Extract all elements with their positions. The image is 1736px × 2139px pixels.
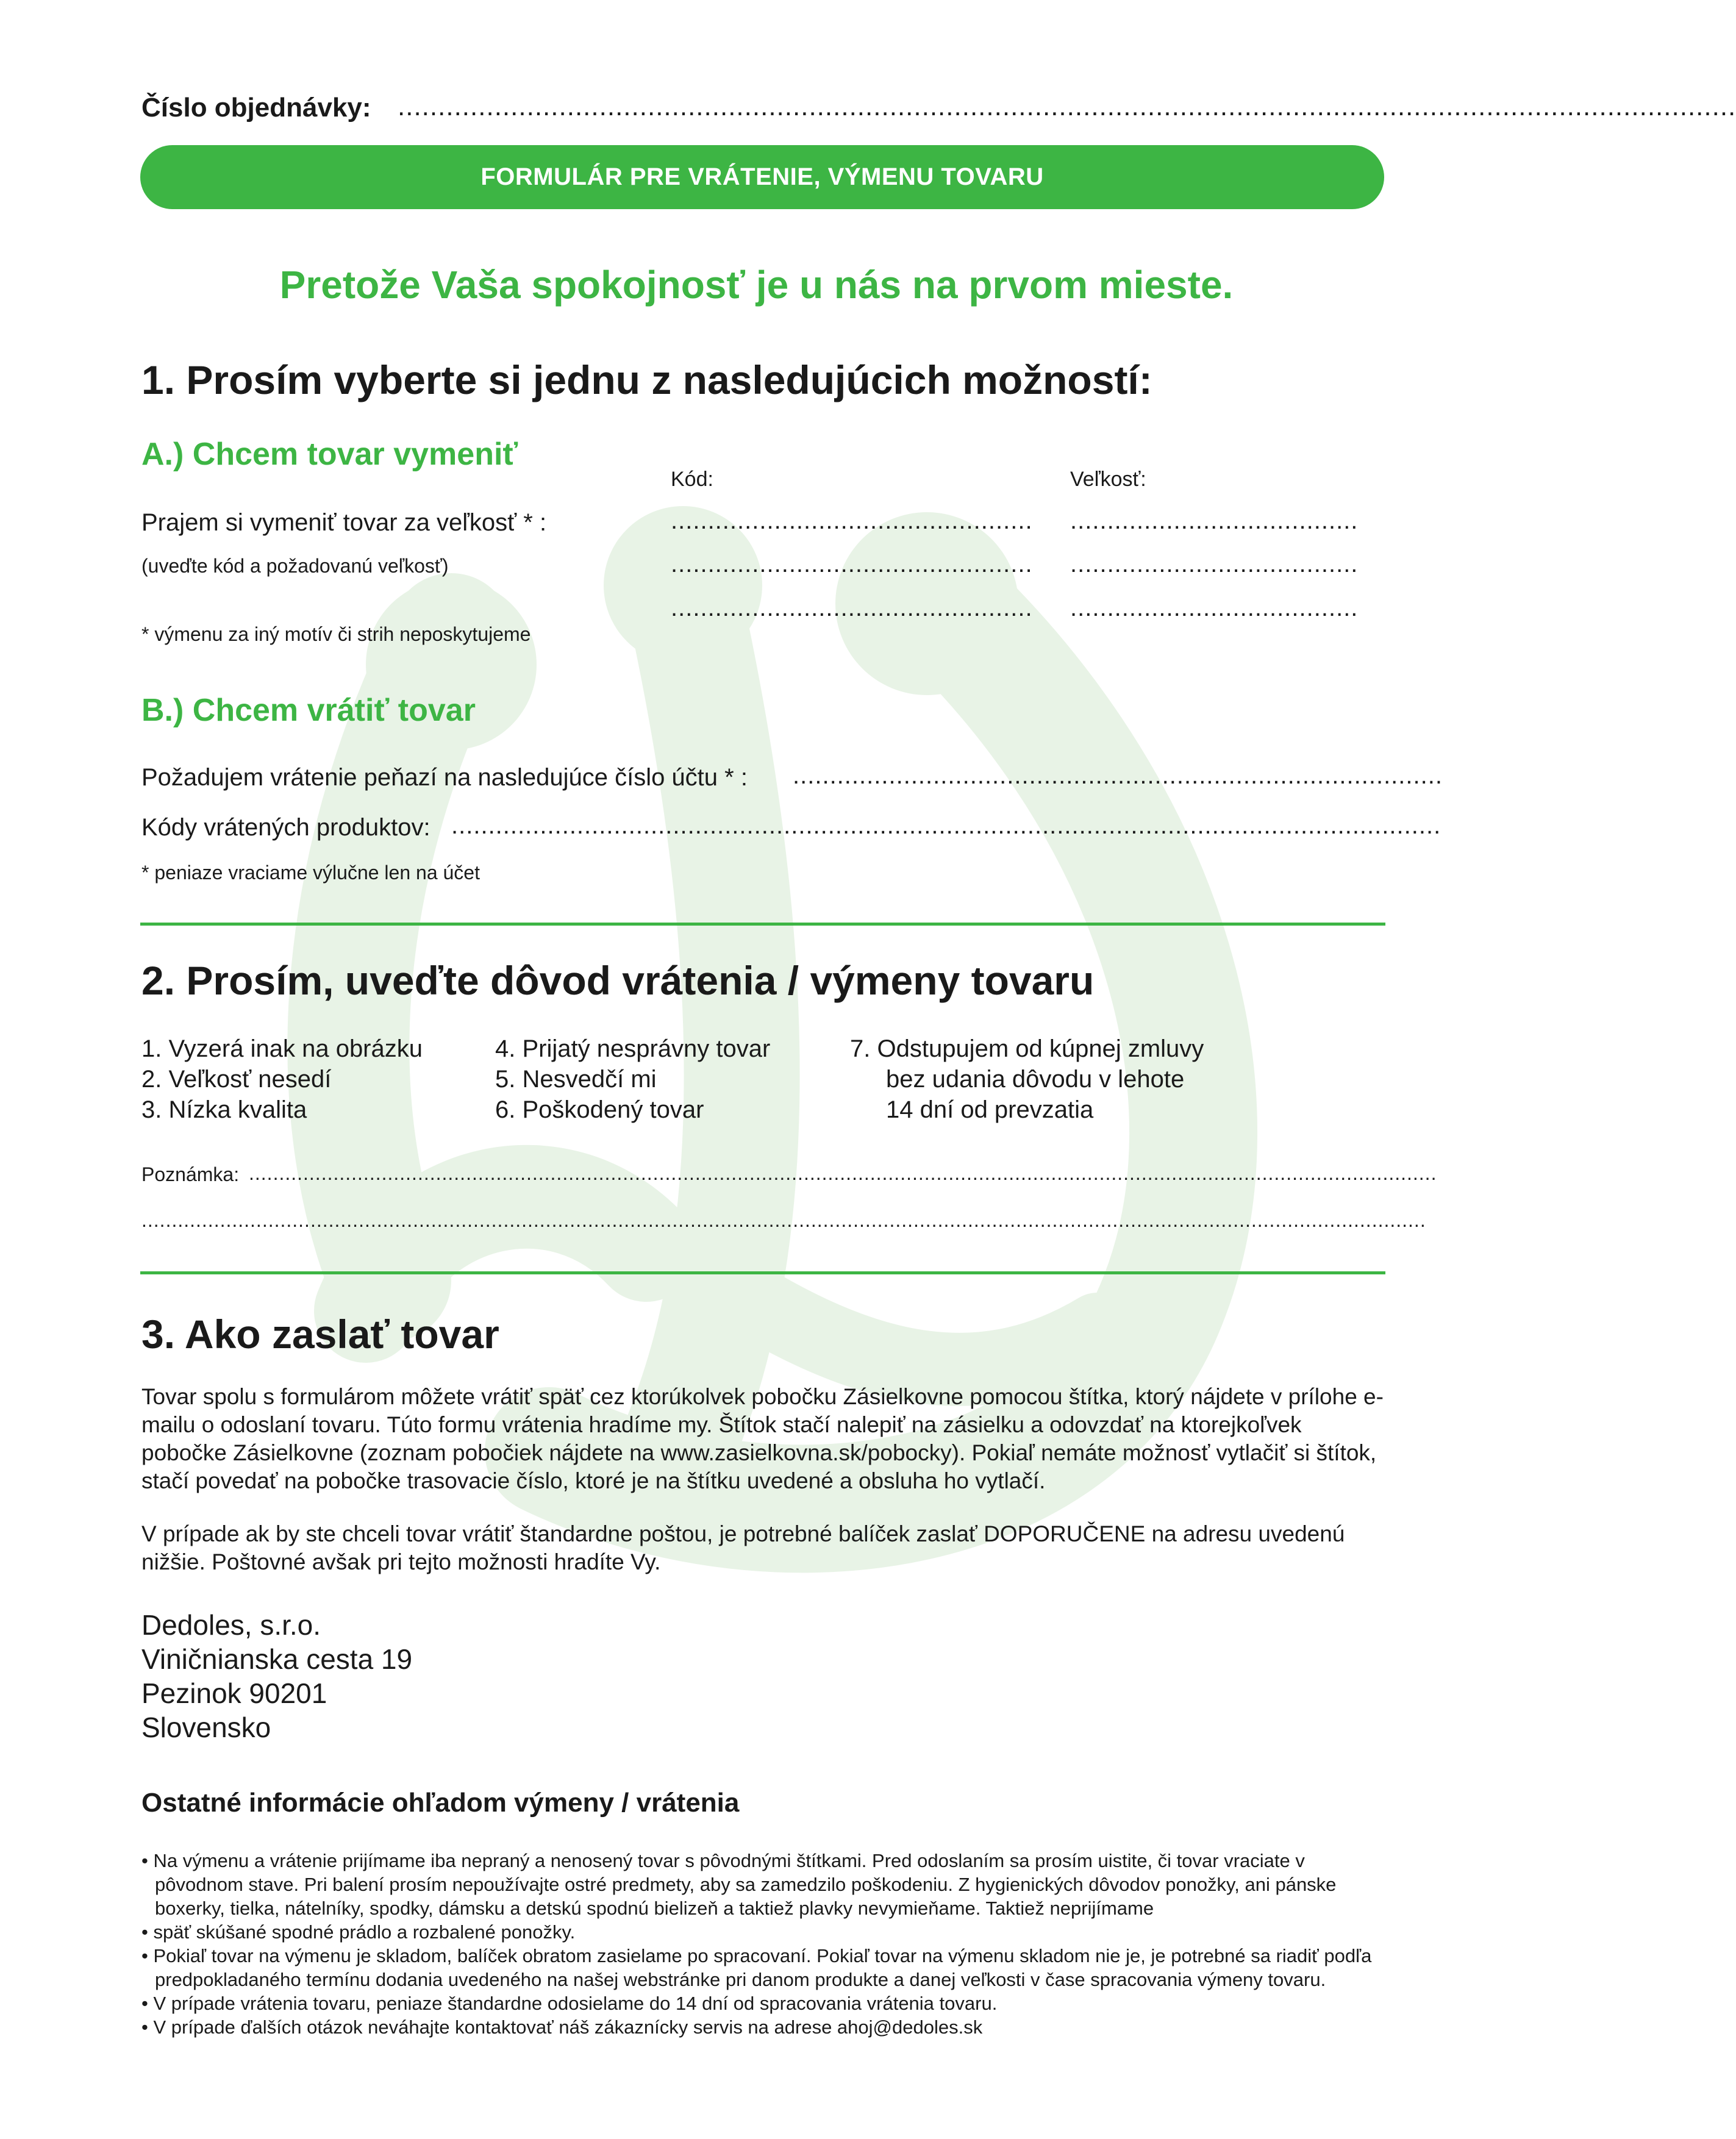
refund-account-field[interactable]: ........................................................................................ [793, 762, 1443, 789]
size-column-label: Veľkosť: [1070, 468, 1146, 491]
reason-1[interactable]: 1. Vyzerá inak na obrázku [141, 1035, 423, 1062]
list-item: • V prípade ďalších otázok neváhajte kontaktovať náš zákaznícky servis na adrese ahoj@dedoles.sk [141, 2016, 983, 2038]
size-field[interactable]: ....................................... [1070, 507, 1359, 534]
list-item: • Na výmenu a vrátenie prijímame iba nepraný a nenosený tovar s pôvodnými štítkami. Pred odoslaním sa prosím uistite, či tovar vraciate v pôvodnom stave. Pri balení prosím nepoužívajte ostré predmety, aby sa zamedzilo poškodeniu. Z hygienických dôvodov ponožky, ani pánske boxerky, tielka, nátelníky, spodky, dámsku a detskú spodnú bielizeň a taktiež plavky nevymieňame. Taktiež neprijímame [141, 1850, 1337, 1919]
order-number-label: Číslo objednávky: [141, 93, 371, 123]
code-field[interactable]: ................................................. [671, 595, 1033, 621]
reason-7[interactable]: 7. Odstupujem od kúpnej zmluvy [850, 1035, 1204, 1062]
section3-title: 3. Ako zaslať tovar [141, 1312, 499, 1357]
reason-6[interactable]: 6. Poškodený tovar [495, 1096, 704, 1123]
address-country: Slovensko [141, 1712, 271, 1743]
list-item: • V prípade vrátenia tovaru, peniaze štandardne odosielame do 14 dní od spracovania vrátenia tovaru. [141, 1993, 998, 2014]
exchange-note: * výmenu za iný motív či strih neposkytujeme [141, 623, 531, 645]
order-number-field[interactable]: ...................................................................................................................................................................... [398, 91, 1736, 121]
reason-7-line2: bez udania dôvodu v lehote [886, 1066, 1185, 1093]
slogan: Pretože Vaša spokojnosť je u nás na prvom mieste. [279, 263, 1234, 307]
code-field[interactable]: ................................................. [671, 551, 1033, 577]
option-a-title: A.) Chcem tovar vymeniť [141, 437, 518, 472]
exchange-size-label: Prajem si vymeniť tovar za veľkosť * : [141, 509, 547, 536]
refund-note: * peniaze vraciame výlučne len na účet [141, 862, 480, 884]
form-title: FORMULÁR PRE VRÁTENIE, VÝMENU TOVARU [480, 163, 1044, 190]
section-divider [140, 1271, 1385, 1274]
size-field[interactable]: ....................................... [1070, 551, 1359, 577]
reason-5[interactable]: 5. Nesvedčí mi [495, 1066, 657, 1093]
shipping-paragraph-2: V prípade ak by ste chceli tovar vrátiť štandardne poštou, je potrebné balíček zaslať DOPORUČENE na adresu uvedenú nižšie. Poštovné avšak pri tejto možnosti hradíte Vy. [141, 1521, 1345, 1574]
code-column-label: Kód: [671, 468, 713, 491]
section1-title: 1. Prosím vyberte si jednu z nasledujúcich možností: [141, 357, 1152, 402]
reason-4[interactable]: 4. Prijatý nesprávny tovar [495, 1035, 771, 1062]
address-street: Viničnianska cesta 19 [141, 1643, 413, 1675]
returned-codes-field[interactable]: ...................................................................................................................................... [451, 812, 1441, 839]
note-field-line2[interactable]: ..................................................................................................................................................................................................................... [141, 1209, 1426, 1231]
section2-title: 2. Prosím, uveďte dôvod vrátenia / výmeny tovaru [141, 958, 1095, 1003]
reason-2[interactable]: 2. Veľkosť nesedí [141, 1066, 332, 1093]
form-title-banner [140, 145, 1384, 209]
code-field[interactable]: ................................................. [671, 507, 1033, 534]
note-field[interactable]: ..................................................................................................................................................................................................... [249, 1162, 1437, 1184]
reason-3[interactable]: 3. Nízka kvalita [141, 1096, 307, 1123]
list-item: • Pokiaľ tovar na výmenu je skladom, balíček obratom zasielame po spracovaní. Pokiaľ tovar na výmenu skladom nie je, je potrebné sa riadiť podľa predpokladaného termínu dodania uvedeného na našej webstránke pri danom produkte a danej veľkosti v čase spracovania výmeny tovaru. [141, 1945, 1372, 1990]
note-label: Poznámka: [141, 1163, 240, 1185]
other-info-list [141, 1849, 1391, 2039]
list-item: • späť skúšané spodné prádlo a rozbalené ponožky. [141, 1921, 576, 1943]
address-company: Dedoles, s.r.o. [141, 1609, 321, 1641]
section-divider [140, 923, 1385, 926]
reason-7-line3: 14 dní od prevzatia [886, 1096, 1094, 1123]
address-city: Pezinok 90201 [141, 1677, 327, 1709]
refund-account-label: Požadujem vrátenie peňazí na nasledujúce číslo účtu * : [141, 764, 748, 791]
returned-codes-label: Kódy vrátených produktov: [141, 814, 430, 841]
shipping-paragraph-1: Tovar spolu s formulárom môžete vrátiť späť cez ktorúkolvek pobočku Zásielkovne pomocou štítka, ktorý nájdete v prílohe e-mailu o odoslaní tovaru. Túto formu vrátenia hradíme my. Štítok stačí nalepiť na zásielku a odovzdať na ktorejkoľvek pobočke Zásielkovne (zoznam pobočiek nájdete na www.zasielkovna.sk/pobocky). Pokiaľ nemáte možnosť vytlačiť si štítok, stačí povedať na pobočke trasovacie číslo, ktoré je na štítku uvedené a obsluha ho vytlačí. [141, 1384, 1384, 1493]
other-info-title: Ostatné informácie ohľadom výmeny / vrátenia [141, 1788, 740, 1818]
exchange-hint: (uveďte kód a požadovanú veľkosť) [141, 555, 449, 577]
size-field[interactable]: ....................................... [1070, 595, 1359, 621]
option-b-title: B.) Chcem vrátiť tovar [141, 693, 476, 728]
